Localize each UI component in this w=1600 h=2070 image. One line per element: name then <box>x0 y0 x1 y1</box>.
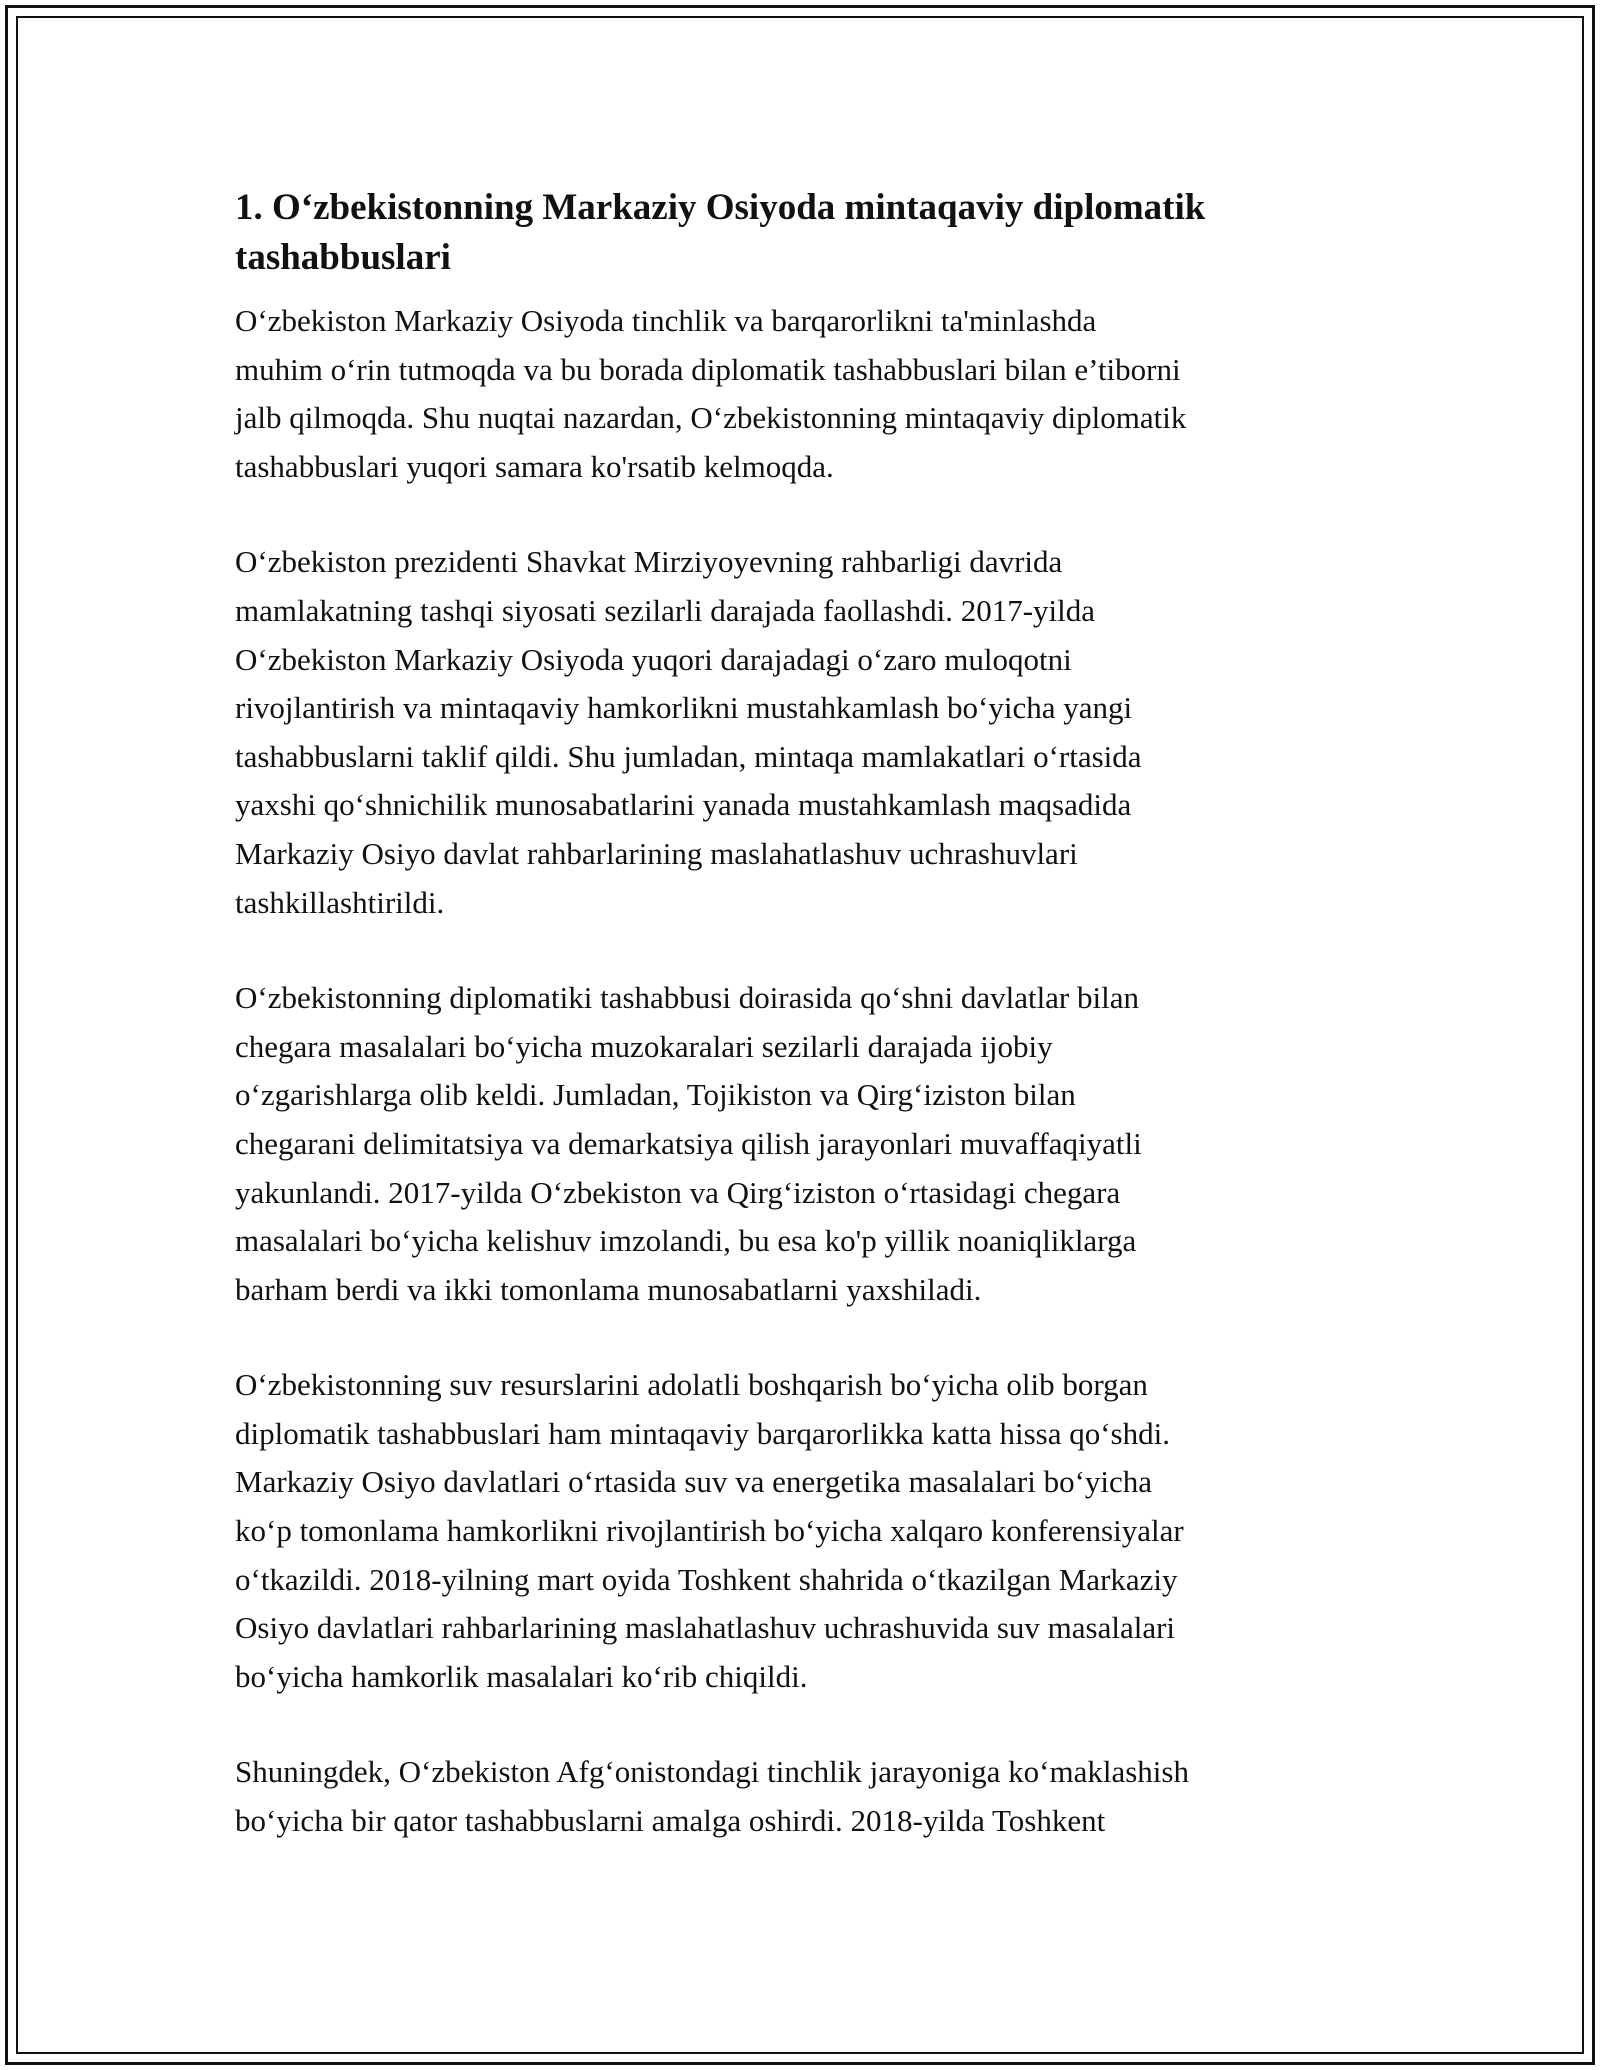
paragraph-5: Shuningdek, O‘zbekiston Afg‘onistondagi tinchlik jarayoniga ko‘maklashish bo‘yicha bir qator tashabbuslarni amalga oshirdi. 2018-yilda Toshkent <box>235 1754 1189 1839</box>
paragraph-3: O‘zbekistonning diplomatiki tashabbusi doirasida qo‘shni davlatlar bilan chegara masalalari bo‘yicha muzokaralari sezilarli darajada ijobiy o‘zgarishlarga olib keldi. Jumladan, Tojikiston va Qirg‘iziston bilan chegarani delimitatsiya va demarkatsiya qilish jarayonlari muvaffaqiyatli yakunlandi. 2017-yilda O‘zbekiston va Qirg‘iziston o‘rtasidagi chegara masalalari bo‘yicha kelishuv imzolandi, bu esa ko'p yillik noaniqliklarga barham berdi va ikki tomonlama munosabatlarni yaxshiladi. <box>235 980 1142 1307</box>
document-body <box>235 183 1375 1893</box>
paragraph-4: O‘zbekistonning suv resurslarini adolatli boshqarish bo‘yicha olib borgan diplomatik tashabbuslari ham mintaqaviy barqarorlikka katta hissa qo‘shdi. Markaziy Osiyo davlatlari o‘rtasida suv va energetika masalalari bo‘yicha ko‘p tomonlama hamkorlikni rivojlantirish bo‘yicha xalqaro konferensiyalar o‘tkazildi. 2018-yilning mart oyida Toshkent shahrida o‘tkazilgan Markaziy Osiyo davlatlari rahbarlarining maslahatlashuv uchrashuvida suv masalalari bo‘yicha hamkorlik masalalari ko‘rib chiqildi. <box>235 1367 1184 1694</box>
document-title: 1. O‘zbekistonning Markaziy Osiyoda mintaqaviy diplomatik tashabbuslari <box>235 187 1206 278</box>
paragraph-1: O‘zbekiston Markaziy Osiyoda tinchlik va barqarorlikni ta'minlashda muhim o‘rin tutmoqda va bu borada diplomatik tashabbuslari bilan e’tiborni jalb qilmoqda. Shu nuqtai nazardan, O‘zbekistonning mintaqaviy diplomatik tashabbuslari yuqori samara ko'rsatib kelmoqda. <box>235 303 1187 484</box>
paragraph-2: O‘zbekiston prezidenti Shavkat Mirziyoyevning rahbarligi davrida mamlakatning tashqi siyosati sezilarli darajada faollashdi. 2017-yilda O‘zbekiston Markaziy Osiyoda yuqori darajadagi o‘zaro muloqotni rivojlantirish va mintaqaviy hamkorlikni mustahkamlash bo‘yicha yangi tashabbuslarni taklif qildi. Shu jumladan, mintaqa mamlakatlari o‘rtasida yaxshi qo‘shnichilik munosabatlarini yanada mustahkamlash maqsadida Markaziy Osiyo davlat rahbarlarining maslahatlashuv uchrashuvlari tashkillashtirildi. <box>235 544 1142 920</box>
